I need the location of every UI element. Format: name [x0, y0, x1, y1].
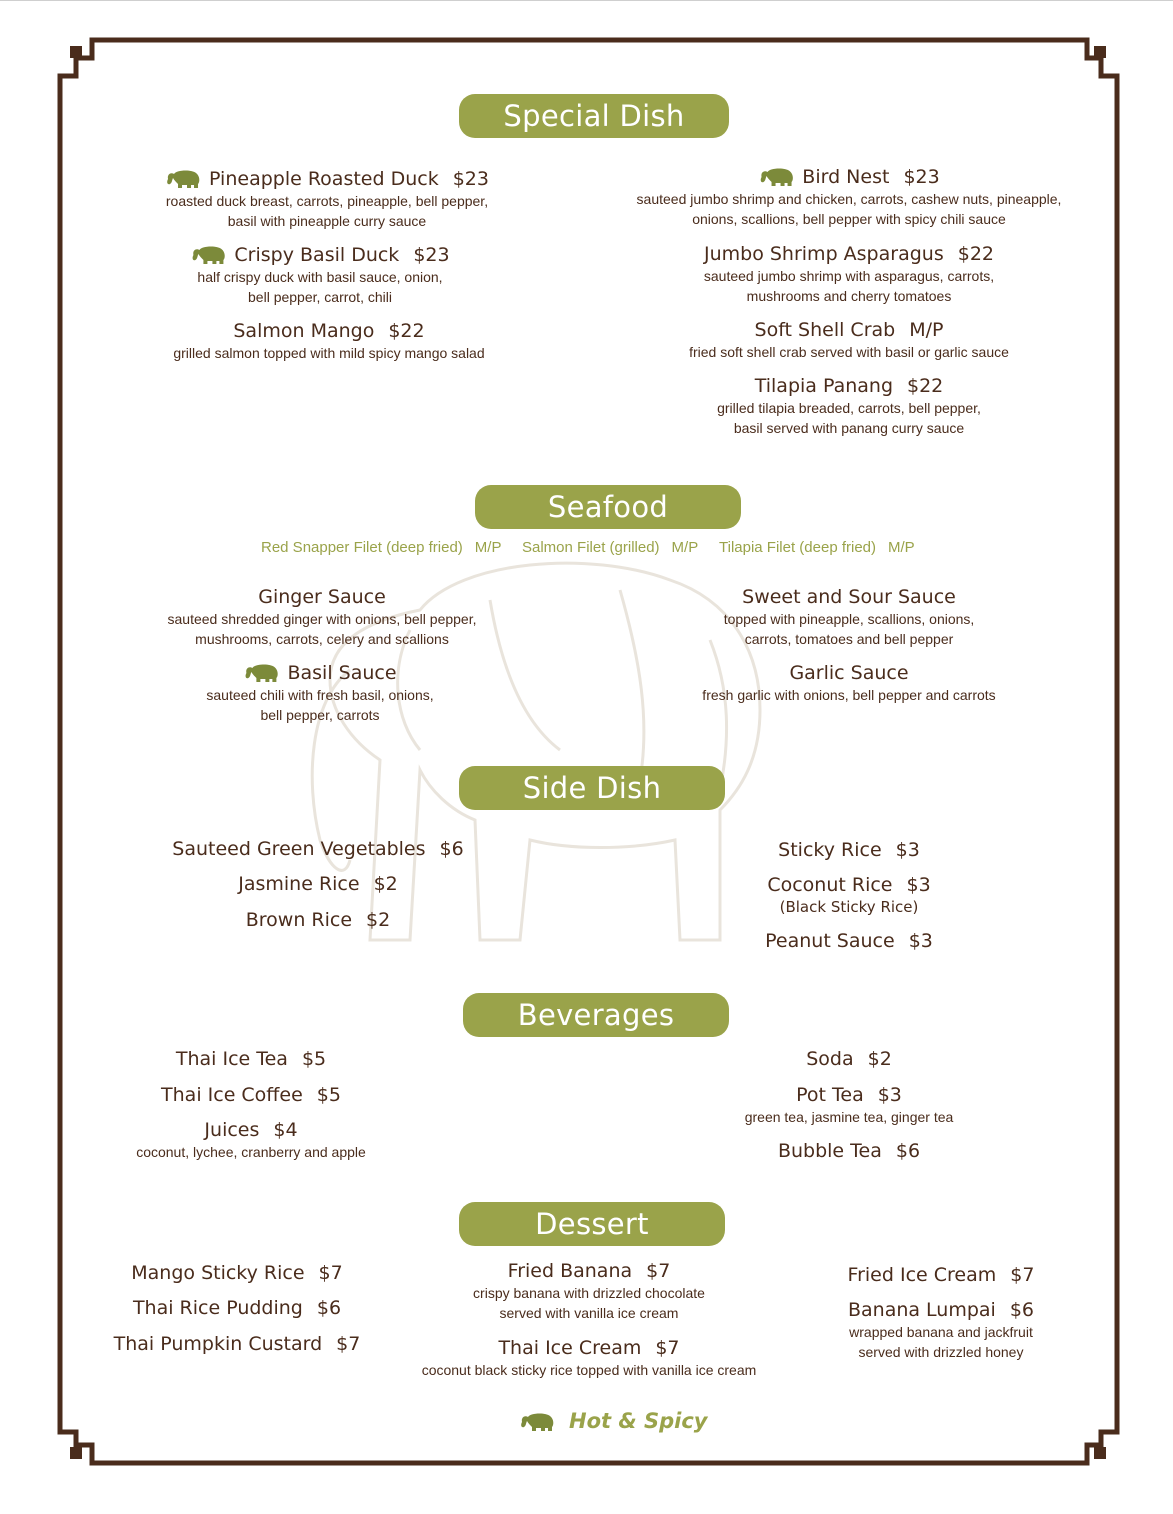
item-price: $7: [646, 1260, 671, 1282]
item-description: fried soft shell crab served with basil or garlic sauce: [689, 344, 1009, 360]
item-name: Pineapple Roasted Duck: [209, 168, 439, 190]
item-price: $3: [877, 1084, 902, 1106]
item-name: Salmon Mango: [233, 320, 375, 342]
item-price: M/P: [909, 319, 944, 341]
item-name: Pot Tea: [796, 1084, 864, 1106]
item-name: Soft Shell Crab: [754, 319, 896, 341]
menu-item-bubble-tea: [778, 1139, 920, 1163]
item-description: half crispy duck with basil sauce, onion,: [197, 269, 443, 285]
item-note: (Black Sticky Rice): [779, 898, 919, 916]
item-price: $23: [413, 244, 450, 266]
item-name: Fried Banana: [507, 1260, 633, 1282]
menu-item-thai-ice-tea: [176, 1047, 326, 1071]
menu-item-ginger-sauce: [168, 585, 477, 649]
menu-item-jumbo-shrimp-asparagus: [704, 242, 994, 306]
elephant-icon: [758, 166, 794, 186]
menu-item-thai-pumpkin-custard: [114, 1332, 361, 1356]
item-description: bell pepper, carrots: [260, 707, 380, 723]
fish-name: Salmon Filet (grilled): [522, 539, 660, 556]
item-description: grilled salmon topped with mild spicy mango salad: [173, 345, 485, 361]
item-name: Tilapia Panang: [754, 375, 894, 397]
item-description: sauteed jumbo shrimp and chicken, carrots, cashew nuts, pineapple,: [636, 191, 1062, 207]
item-description: mushrooms, carrots, celery and scallions: [195, 631, 449, 647]
item-price: $3: [908, 930, 933, 952]
menu-item-garlic-sauce: [702, 661, 995, 705]
item-price: $5: [301, 1048, 327, 1070]
fish-name: Tilapia Filet (deep fried): [719, 539, 877, 556]
item-name: Brown Rice: [245, 909, 353, 931]
item-name: Jasmine Rice: [238, 873, 360, 895]
fish-price: M/P: [474, 539, 502, 556]
section-title-dessert: [459, 1202, 725, 1246]
item-price: $7: [1010, 1264, 1035, 1286]
item-description: basil with pineapple curry sauce: [227, 213, 427, 229]
item-name: Thai Ice Tea: [175, 1048, 288, 1070]
fish-name: Red Snapper Filet (deep fried): [261, 539, 463, 556]
item-description: wrapped banana and jackfruit: [849, 1324, 1033, 1340]
item-description: served with drizzled honey: [858, 1344, 1024, 1360]
item-name: Jumbo Shrimp Asparagus: [703, 243, 944, 265]
menu-item-soft-shell-crab: [689, 318, 1009, 362]
item-description: bell pepper, carrot, chili: [248, 289, 392, 305]
hot-and-spicy-legend: [519, 1409, 707, 1433]
item-price: $5: [316, 1084, 341, 1106]
section-title-beverages: [463, 993, 729, 1037]
item-price: $7: [318, 1262, 343, 1284]
menu-item-brown-rice: [246, 908, 390, 932]
menu-item-peanut-sauce: [765, 929, 933, 953]
item-name: Thai Ice Coffee: [161, 1084, 303, 1106]
section-title-special-dish: [459, 94, 729, 138]
item-name: Thai Pumpkin Custard: [113, 1333, 323, 1355]
item-price: $2: [373, 873, 398, 895]
section-title-seafood: [475, 485, 741, 529]
item-description: mushrooms and cherry tomatoes: [746, 288, 952, 304]
menu-item-pot-tea: [745, 1083, 954, 1127]
item-name: Juices: [204, 1119, 260, 1141]
item-description: green tea, jasmine tea, ginger tea: [744, 1109, 954, 1125]
section-title-seafood-label: Seafood: [547, 490, 669, 524]
item-price: $22: [957, 243, 994, 265]
item-name: Thai Rice Pudding: [132, 1297, 303, 1319]
fish-price: M/P: [671, 539, 699, 556]
item-price: $6: [316, 1297, 342, 1319]
menu-item-juices: [136, 1118, 366, 1162]
menu-item-thai-ice-coffee: [161, 1083, 341, 1107]
item-description: fresh garlic with onions, bell pepper and carrots: [702, 687, 996, 703]
item-name: Mango Sticky Rice: [131, 1262, 305, 1284]
elephant-icon: [519, 1411, 555, 1431]
item-description: sauteed jumbo shrimp with asparagus, carrots,: [703, 268, 995, 284]
item-price: $4: [273, 1119, 298, 1141]
elephant-icon: [190, 244, 226, 264]
section-title-special-dish-label: Special Dish: [503, 99, 685, 133]
item-name: Banana Lumpai: [847, 1299, 996, 1321]
fish-price: M/P: [888, 539, 915, 556]
menu-item-soda: [806, 1047, 892, 1071]
hot-and-spicy-label: Hot & Spicy: [569, 1409, 708, 1433]
menu-item-tilapia-panang: [717, 374, 981, 438]
item-description: roasted duck breast, carrots, pineapple, bell pepper,: [165, 193, 489, 209]
item-description: grilled tilapia breaded, carrots, bell pepper,: [717, 400, 981, 416]
item-price: $3: [906, 874, 931, 896]
item-price: $6: [439, 838, 464, 860]
item-description: topped with pineapple, scallions, onions,: [723, 611, 975, 627]
item-price: $6: [895, 1140, 921, 1162]
item-description: crispy banana with drizzled chocolate: [473, 1285, 705, 1301]
item-name: Sauteed Green Vegetables: [172, 838, 426, 860]
item-price: $22: [907, 375, 944, 397]
menu-item-mango-sticky-rice: [131, 1261, 342, 1285]
item-name: Soda: [806, 1048, 854, 1070]
menu-item-sticky-rice: [778, 838, 920, 862]
item-name: Bubble Tea: [777, 1140, 882, 1162]
item-price: $2: [366, 909, 391, 931]
item-name: Crispy Basil Duck: [234, 244, 400, 266]
menu-item-basil-sauce: [206, 661, 433, 725]
item-name: Garlic Sauce: [789, 662, 909, 684]
section-title-side-dish-label: Side Dish: [522, 771, 662, 805]
fish-option-tilapia: [719, 539, 915, 556]
item-description: coconut, lychee, cranberry and apple: [136, 1144, 366, 1160]
menu-item-sweet-and-sour-sauce: [724, 585, 975, 649]
fish-option-salmon: [522, 539, 698, 556]
elephant-icon: [243, 662, 279, 682]
menu-item-salmon-mango: [173, 319, 484, 363]
item-description: carrots, tomatoes and bell pepper: [744, 631, 954, 647]
item-name: Fried Ice Cream: [847, 1264, 997, 1286]
menu-item-banana-lumpai: [848, 1298, 1034, 1362]
item-price: $6: [1009, 1299, 1035, 1321]
menu-item-sauteed-green-vegetables: [172, 837, 463, 861]
item-price: $22: [388, 320, 425, 342]
fish-option-red-snapper: [261, 539, 501, 556]
section-title-dessert-label: Dessert: [535, 1207, 649, 1241]
item-price: $23: [452, 168, 489, 190]
menu-item-coconut-rice: [767, 873, 930, 917]
menu-item-jasmine-rice: [238, 872, 398, 896]
menu-item-thai-rice-pudding: [133, 1296, 341, 1320]
item-name: Sticky Rice: [778, 839, 882, 861]
menu-item-fried-ice-cream: [848, 1263, 1035, 1287]
item-description: sauteed chili with fresh basil, onions,: [206, 687, 434, 703]
menu-item-bird-nest: [637, 165, 1062, 229]
item-description: coconut black sticky rice topped with vanilla ice cream: [421, 1362, 757, 1378]
item-price: $7: [655, 1337, 680, 1359]
item-name: Basil Sauce: [287, 662, 397, 684]
item-name: Coconut Rice: [767, 874, 893, 896]
elephant-icon: [165, 168, 201, 188]
menu-item-fried-banana: [473, 1259, 705, 1323]
item-price: $7: [336, 1333, 361, 1355]
section-title-beverages-label: Beverages: [517, 998, 675, 1032]
item-name: Bird Nest: [802, 166, 890, 188]
menu-item-thai-ice-cream: [422, 1336, 757, 1380]
section-title-side-dish: [459, 766, 725, 810]
menu-item-crispy-basil-duck: [190, 243, 449, 307]
item-description: served with vanilla ice cream: [499, 1305, 679, 1321]
item-description: sauteed shredded ginger with onions, bell pepper,: [167, 611, 477, 627]
item-name: Ginger Sauce: [258, 586, 386, 608]
item-name: Peanut Sauce: [765, 930, 895, 952]
item-name: Sweet and Sour Sauce: [742, 586, 956, 608]
item-name: Thai Ice Cream: [498, 1337, 642, 1359]
menu-item-pineapple-roasted-duck: [165, 167, 489, 231]
item-price: $23: [903, 166, 940, 188]
item-description: onions, scallions, bell pepper with spicy chili sauce: [692, 211, 1006, 227]
item-description: basil served with panang curry sauce: [733, 420, 965, 436]
item-price: $3: [895, 839, 920, 861]
item-price: $2: [867, 1048, 892, 1070]
